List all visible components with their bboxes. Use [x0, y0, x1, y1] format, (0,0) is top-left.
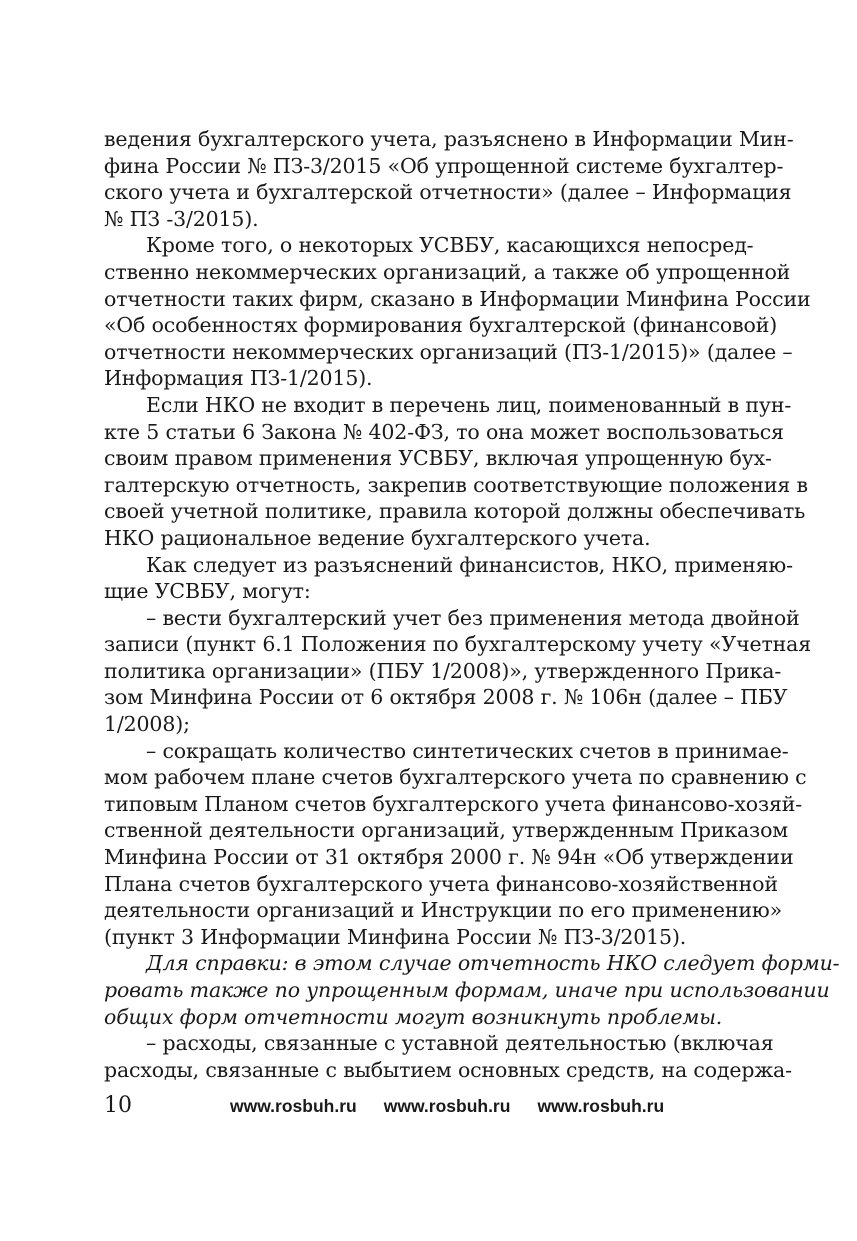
list-item-line: (пункт 3 Информации Минфина России № ПЗ-3/2015). [104, 924, 687, 949]
list-item-line: – вести бухгалтерский учет без применения метода двойной [146, 605, 800, 630]
text-line: НКО рациональное ведение бухгалтерского учета. [104, 525, 651, 550]
note-line: ровать также по упрощенным формам, иначе при использовании [104, 978, 830, 1002]
text-line: «Об особенностях формирования бухгалтерской (финансовой) [104, 313, 778, 338]
footer-link[interactable]: www.rosbuh.ru [383, 1096, 511, 1116]
page-number: 10 [104, 1093, 132, 1118]
list-item-line: политика организации» (ПБУ 1/2008)», утвержденного Прика- [104, 658, 782, 683]
footer-link[interactable]: www.rosbuh.ru [230, 1096, 357, 1116]
text-line: ведения бухгалтерского учета, разъяснено в Информации Мин- [104, 127, 794, 151]
list-item-line: 1/2008); [104, 712, 190, 737]
list-item-line: – расходы, связанные с уставной деятельностью (включая [146, 1031, 774, 1056]
list-item-line: зом Минфина России от 6 октября 2008 г. № 106н (далее – ПБУ [104, 685, 788, 710]
footer-link[interactable]: www.rosbuh.ru [537, 1096, 665, 1116]
text-line: Информация ПЗ-1/2015). [104, 366, 373, 391]
text-line: № ПЗ -3/2015). [104, 206, 259, 231]
list-item-line: ственной деятельности организаций, утвержденным Приказом [104, 818, 789, 843]
note-line: Для справки: в этом случае отчетность НКО следует форми- [146, 951, 840, 976]
footer-links [230, 1091, 664, 1121]
list-item-line: Плана счетов бухгалтерского учета финансово-хозяйственной [104, 871, 778, 896]
text-line: ственно некоммерческих организаций, а также об упрощенной [104, 259, 791, 284]
text-line: фина России № ПЗ-3/2015 «Об упрощенной системе бухгалтер- [104, 153, 784, 178]
text-line: щие УСВБУ, могут: [104, 579, 311, 604]
list-item-line: типовым Планом счетов бухгалтерского учета финансово-хозяй- [104, 791, 803, 816]
text-line: галтерскую отчетность, закрепив соответствующие положения в [104, 472, 808, 497]
list-item-line: – сокращать количество синтетических счетов в принимае- [146, 738, 789, 763]
text-line: отчетности некоммерческих организаций (ПЗ-1/2015)» (далее – [104, 339, 793, 364]
text-line: ского учета и бухгалтерской отчетности» (далее – Информация [104, 180, 792, 205]
text-line: Если НКО не входит в перечень лиц, поименованный в пун- [146, 392, 792, 417]
list-item-line: мом рабочем плане счетов бухгалтерского учета по сравнению с [104, 765, 807, 790]
list-item-line: Минфина России от 31 октября 2000 г. № 94н «Об утверждении [104, 845, 794, 870]
text-line: Кроме того, о некоторых УСВБУ, касающихся непосред- [146, 233, 754, 258]
list-item-line: расходы, связанные с выбытием основных средств, на содержа- [104, 1057, 792, 1082]
text-line: Как следует из разъяснений финансистов, НКО, применяю- [146, 552, 793, 577]
list-item-line: деятельности организаций и Инструкции по его применению» [104, 898, 782, 923]
page-footer [104, 1091, 750, 1121]
text-line: своим правом применения УСВБУ, включая упрощенную бух- [104, 446, 772, 471]
list-item-line: записи (пункт 6.1 Положения по бухгалтерскому учету «Учетная [104, 632, 812, 657]
page-body-text [104, 126, 840, 1083]
text-line: своей учетной политике, правила которой должны обеспечивать [104, 499, 806, 524]
note-line: общих форм отчетности могут возникнуть проблемы. [104, 1004, 723, 1029]
text-line: отчетности таких фирм, сказано в Информации Минфина России [104, 286, 811, 311]
text-line: кте 5 статьи 6 Закона № 402-ФЗ, то она может воспользоваться [104, 419, 784, 444]
